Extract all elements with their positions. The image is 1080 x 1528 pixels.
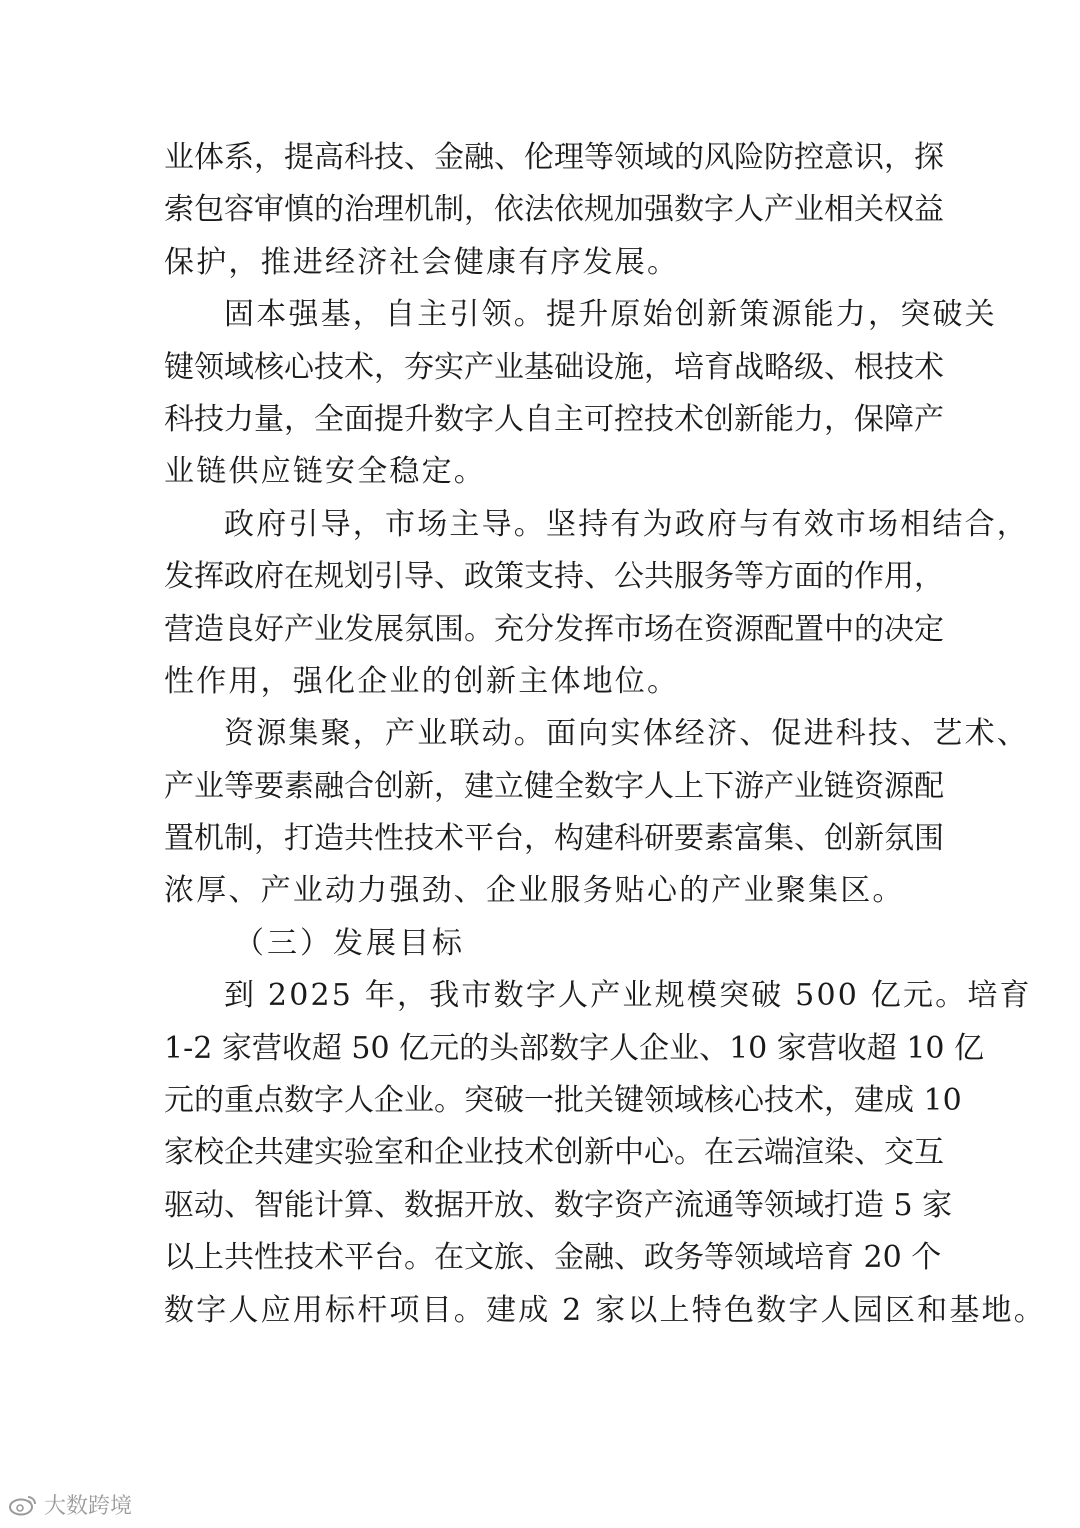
text-line: 键领域核心技术，夯实产业基础设施，培育战略级、根技术 — [164, 349, 944, 385]
text-line: 产业等要素融合创新，建立健全数字人上下游产业链资源配 — [164, 768, 944, 804]
watermark-text: 大数跨境 — [44, 1494, 133, 1519]
text-line: 业链供应链安全稳定。 — [164, 454, 486, 490]
text-line: 保护，推进经济社会健康有序发展。 — [164, 244, 680, 280]
text-line: 以上共性技术平台。在文旅、金融、政务等领域培育 20 个 — [164, 1240, 942, 1276]
text-line: 性作用，强化企业的创新主体地位。 — [164, 663, 680, 699]
paragraph-first-line: 资源集聚，产业联动。面向实体经济、促进科技、艺术、 — [224, 716, 1029, 752]
text-line: 索包容审慎的治理机制，依法依规加强数字人产业相关权益 — [164, 192, 944, 228]
section-heading: （三）发展目标 — [234, 925, 465, 961]
text-line: 置机制，打造共性技术平台，构建科研要素富集、创新氛围 — [164, 821, 944, 857]
paragraph-first-line: 固本强基，自主引领。提升原始创新策源能力，突破关 — [224, 297, 997, 333]
text-line: 发挥政府在规划引导、政策支持、公共服务等方面的作用， — [164, 559, 944, 595]
paragraph-first-line: 政府引导，市场主导。坚持有为政府与有效市场相结合， — [224, 506, 1029, 542]
text-line: 科技力量，全面提升数字人自主可控技术创新能力，保障产 — [164, 401, 944, 437]
document-body — [164, 132, 1046, 1337]
paragraph-first-line: 到 2025 年，我市数字人产业规模突破 500 亿元。培育 — [224, 978, 1032, 1014]
text-line: 浓厚、产业动力强劲、企业服务贴心的产业聚集区。 — [164, 873, 905, 909]
text-line: 元的重点数字人企业。突破一批关键领域核心技术，建成 10 — [164, 1083, 962, 1119]
weibo-icon — [8, 1494, 38, 1516]
text-line: 1-2 家营收超 50 亿元的头部数字人企业、10 家营收超 10 亿 — [164, 1030, 985, 1066]
text-line: 业体系，提高科技、金融、伦理等领域的风险防控意识，探 — [164, 140, 944, 175]
text-line: 营造良好产业发展氛围。充分发挥市场在资源配置中的决定 — [164, 611, 944, 647]
watermark — [8, 1489, 132, 1520]
text-line: 驱动、智能计算、数据开放、数字资产流通等领域打造 5 家 — [164, 1187, 953, 1223]
text-line: 家校企共建实验室和企业技术创新中心。在云端渲染、交互 — [164, 1135, 944, 1171]
text-line: 数字人应用标杆项目。建成 2 家以上特色数字人园区和基地。 — [164, 1292, 1046, 1328]
